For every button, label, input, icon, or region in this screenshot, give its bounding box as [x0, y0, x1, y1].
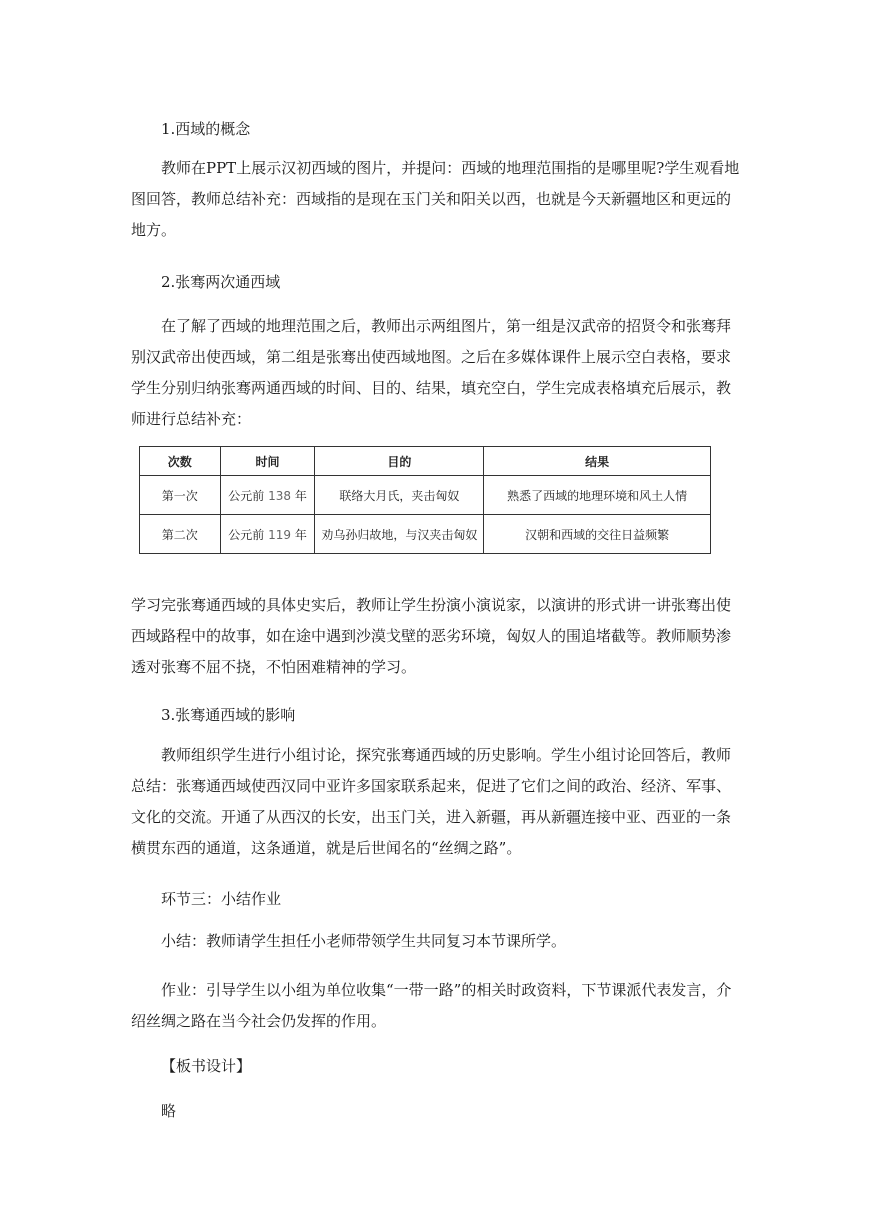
purpose-cell: 劝乌孙归故地，与汉夹击匈奴 — [315, 515, 484, 554]
count-cell: 第一次 — [140, 476, 221, 515]
summary-paragraph: 小结：教师请学生担任小老师带领学生共同复习本节课所学。 — [161, 932, 567, 950]
time-cell: 公元前 138 年 — [220, 476, 315, 515]
purpose-cell: 联络大月氏，夹击匈奴 — [315, 476, 484, 515]
clipped-text-line — [139, 556, 711, 562]
board-design-content: 略 — [161, 1102, 177, 1120]
table-header-row — [140, 447, 711, 476]
result-cell: 汉朝和西域的交往日益频繁 — [484, 515, 711, 554]
section-2-paragraph: 在了解了西域的地理范围之后，教师出示两组图片，第一组是汉武帝的招贤令和张骞拜别汉武帝出使西域，第二组是张骞出使西域地图。之后在多媒体课件上展示空白表格，要求学生分别归纳张骞两通西域的时间、目的、结果，填充空白，学生完成表格填充后展示，教师进行总结补充： — [131, 317, 732, 428]
section-heading-3: 3.张骞通西域的影响 — [161, 706, 296, 724]
homework-paragraph: 作业：引导学生以小组为单位收集“一带一路”的相关时政资料，下节课派代表发言，介绍丝绸之路在当今社会仍发挥的作用。 — [131, 981, 732, 1030]
section-heading-1: 1.西域的概念 — [161, 120, 251, 138]
table-row — [140, 515, 711, 554]
section-1-paragraph: 教师在PPT上展示汉初西域的图片，并提问：西域的地理范围指的是哪里呢?学生观看地图回答，教师总结补充：西域指的是现在玉门关和阳关以西，也就是今天新疆地区和更远的地方。 — [131, 159, 740, 239]
section-heading-4: 环节三：小结作业 — [161, 890, 282, 908]
comparison-table — [139, 446, 711, 554]
section-3-paragraph: 教师组织学生进行小组讨论，探究张骞通西域的历史影响。学生小组讨论回答后，教师总结：张骞通西域使西汉同中亚许多国家联系起来，促进了它们之间的政治、经济、军事、文化的交流。开通了从西汉的长安，出玉门关，进入新疆，再从新疆连接中亚、西亚的一条横贯东西的通道，这条通道，就是后世闻名的“丝绸之路”。 — [131, 746, 732, 857]
table-row — [140, 476, 711, 515]
table-header-cell: 时间 — [220, 447, 315, 476]
section-2-paragraph-2: 学习完张骞通西域的具体史实后，教师让学生扮演小演说家，以演讲的形式讲一讲张骞出使西域路程中的故事，如在途中遇到沙漠戈壁的恶劣环境，匈奴人的围追堵截等。教师顺势渗透对张骞不屈不挠，不怕困难精神的学习。 — [131, 596, 732, 676]
board-design-heading: 【板书设计】 — [161, 1057, 252, 1075]
time-cell: 公元前 119 年 — [220, 515, 315, 554]
count-cell: 第二次 — [140, 515, 221, 554]
table-header-cell: 次数 — [140, 447, 221, 476]
table-header-cell: 结果 — [484, 447, 711, 476]
section-heading-2: 2.张骞两次通西域 — [161, 273, 281, 291]
table-header-cell: 目的 — [315, 447, 484, 476]
result-cell: 熟悉了西域的地理环境和风土人情 — [484, 476, 711, 515]
